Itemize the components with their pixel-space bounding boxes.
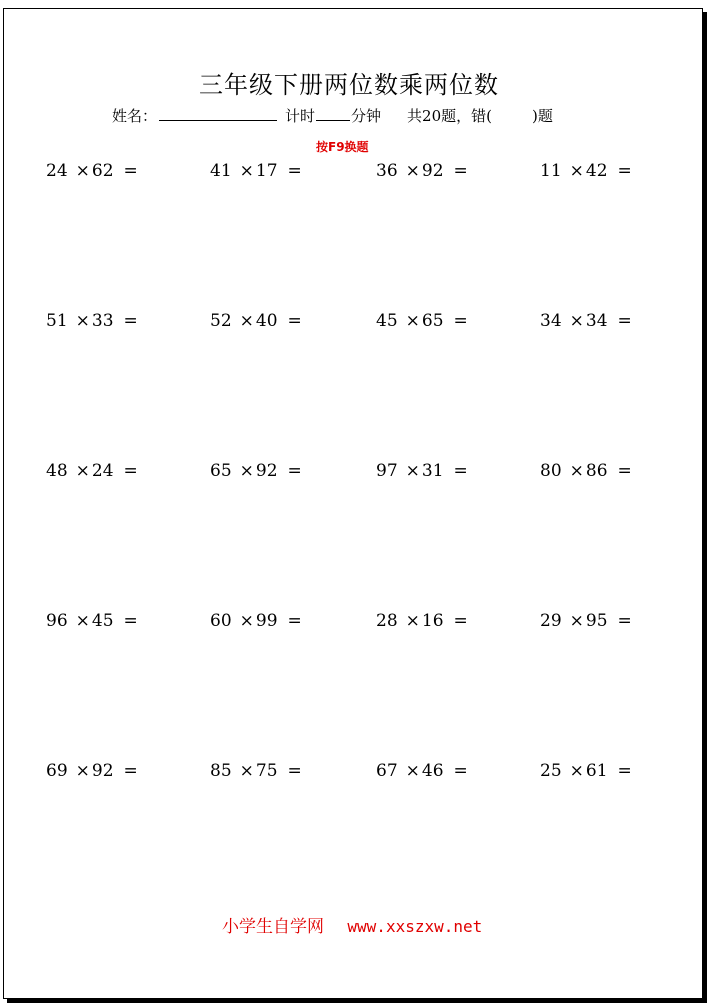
first-factor: 11 — [540, 161, 562, 181]
first-factor: 60 — [210, 611, 232, 631]
first-factor: 52 — [210, 311, 232, 331]
multiply-sign: × — [405, 311, 420, 331]
second-factor: 40 — [255, 311, 278, 331]
multiplication-problem — [540, 311, 632, 331]
multiplication-problem — [46, 311, 138, 331]
multiplication-problem — [210, 611, 302, 631]
multiply-sign: × — [239, 761, 254, 781]
first-factor: 65 — [210, 461, 232, 481]
problem-grid — [46, 161, 696, 911]
first-factor: 28 — [376, 611, 398, 631]
multiply-sign: × — [75, 311, 90, 331]
worksheet-title: 三年级下册两位数乘两位数 — [199, 71, 499, 99]
time-blank — [316, 106, 350, 121]
equals-sign: = — [617, 461, 632, 481]
multiplication-problem — [540, 461, 632, 481]
second-factor: 45 — [91, 611, 114, 631]
problem-row — [46, 611, 696, 761]
multiply-sign: × — [569, 311, 584, 331]
multiply-sign: × — [569, 461, 584, 481]
equals-sign: = — [453, 461, 468, 481]
second-factor: 46 — [421, 761, 444, 781]
multiply-sign: × — [405, 611, 420, 631]
footer-url[interactable]: www.xxszxw.net — [347, 917, 483, 936]
problem-row — [46, 461, 696, 611]
multiplication-problem — [46, 761, 138, 781]
multiplication-problem — [376, 761, 468, 781]
equals-sign: = — [287, 761, 302, 781]
multiply-sign: × — [239, 611, 254, 631]
first-factor: 96 — [46, 611, 68, 631]
multiply-sign: × — [405, 761, 420, 781]
multiply-sign: × — [569, 611, 584, 631]
multiply-sign: × — [405, 161, 420, 181]
first-factor: 34 — [540, 311, 562, 331]
refresh-hint: 按F9换题 — [316, 140, 369, 154]
first-factor: 45 — [376, 311, 398, 331]
question-count: 共20题，错( — [407, 107, 492, 125]
multiply-sign: × — [239, 461, 254, 481]
second-factor: 31 — [421, 461, 444, 481]
equals-sign: = — [617, 311, 632, 331]
second-factor: 34 — [585, 311, 608, 331]
multiplication-problem — [540, 611, 632, 631]
multiply-sign: × — [569, 761, 584, 781]
second-factor: 16 — [421, 611, 444, 631]
footer — [222, 912, 482, 937]
second-factor: 65 — [421, 311, 444, 331]
first-factor: 80 — [540, 461, 562, 481]
multiply-sign: × — [75, 761, 90, 781]
multiplication-problem — [376, 461, 468, 481]
equals-sign: = — [617, 611, 632, 631]
equals-sign: = — [287, 311, 302, 331]
multiplication-problem — [376, 311, 468, 331]
second-factor: 17 — [255, 161, 278, 181]
second-factor: 92 — [91, 761, 114, 781]
multiplication-problem — [540, 761, 632, 781]
equals-sign: = — [123, 611, 138, 631]
minutes-label: 分钟 — [351, 107, 382, 125]
first-factor: 24 — [46, 161, 68, 181]
equals-sign: = — [287, 161, 302, 181]
problem-row — [46, 761, 696, 911]
multiply-sign: × — [75, 161, 90, 181]
second-factor: 86 — [585, 461, 608, 481]
worksheet-page — [3, 8, 703, 999]
second-factor: 92 — [421, 161, 444, 181]
first-factor: 36 — [376, 161, 398, 181]
second-factor: 92 — [255, 461, 278, 481]
equals-sign: = — [287, 461, 302, 481]
time-label: 计时 — [285, 107, 316, 125]
equals-sign: = — [453, 761, 468, 781]
equals-sign: = — [287, 611, 302, 631]
multiplication-problem — [210, 311, 302, 331]
multiplication-problem — [210, 761, 302, 781]
multiplication-problem — [46, 461, 138, 481]
problem-row — [46, 311, 696, 461]
multiply-sign: × — [239, 161, 254, 181]
multiply-sign: × — [405, 461, 420, 481]
first-factor: 41 — [210, 161, 232, 181]
multiplication-problem — [540, 161, 632, 181]
second-factor: 95 — [585, 611, 608, 631]
multiply-sign: × — [569, 161, 584, 181]
equals-sign: = — [123, 161, 138, 181]
multiplication-problem — [376, 161, 468, 181]
second-factor: 33 — [91, 311, 114, 331]
first-factor: 51 — [46, 311, 68, 331]
multiplication-problem — [46, 611, 138, 631]
first-factor: 97 — [376, 461, 398, 481]
multiply-sign: × — [75, 611, 90, 631]
multiplication-problem — [210, 461, 302, 481]
name-label: 姓名： — [112, 107, 158, 125]
first-factor: 25 — [540, 761, 562, 781]
second-factor: 75 — [255, 761, 278, 781]
multiplication-problem — [210, 161, 302, 181]
problem-row — [46, 161, 696, 311]
second-factor: 42 — [585, 161, 608, 181]
second-factor: 62 — [91, 161, 114, 181]
equals-sign: = — [453, 311, 468, 331]
name-blank — [159, 106, 277, 121]
equals-sign: = — [617, 761, 632, 781]
multiplication-problem — [376, 611, 468, 631]
multiply-sign: × — [239, 311, 254, 331]
first-factor: 67 — [376, 761, 398, 781]
equals-sign: = — [123, 311, 138, 331]
questions-suffix: )题 — [532, 107, 553, 125]
first-factor: 48 — [46, 461, 68, 481]
equals-sign: = — [453, 611, 468, 631]
equals-sign: = — [123, 761, 138, 781]
first-factor: 85 — [210, 761, 232, 781]
equals-sign: = — [617, 161, 632, 181]
student-info-line — [112, 105, 553, 126]
second-factor: 61 — [585, 761, 608, 781]
equals-sign: = — [453, 161, 468, 181]
first-factor: 29 — [540, 611, 562, 631]
equals-sign: = — [123, 461, 138, 481]
first-factor: 69 — [46, 761, 68, 781]
multiplication-problem — [46, 161, 138, 181]
footer-site-name: 小学生自学网 — [222, 917, 324, 937]
second-factor: 24 — [91, 461, 114, 481]
multiply-sign: × — [75, 461, 90, 481]
second-factor: 99 — [255, 611, 278, 631]
